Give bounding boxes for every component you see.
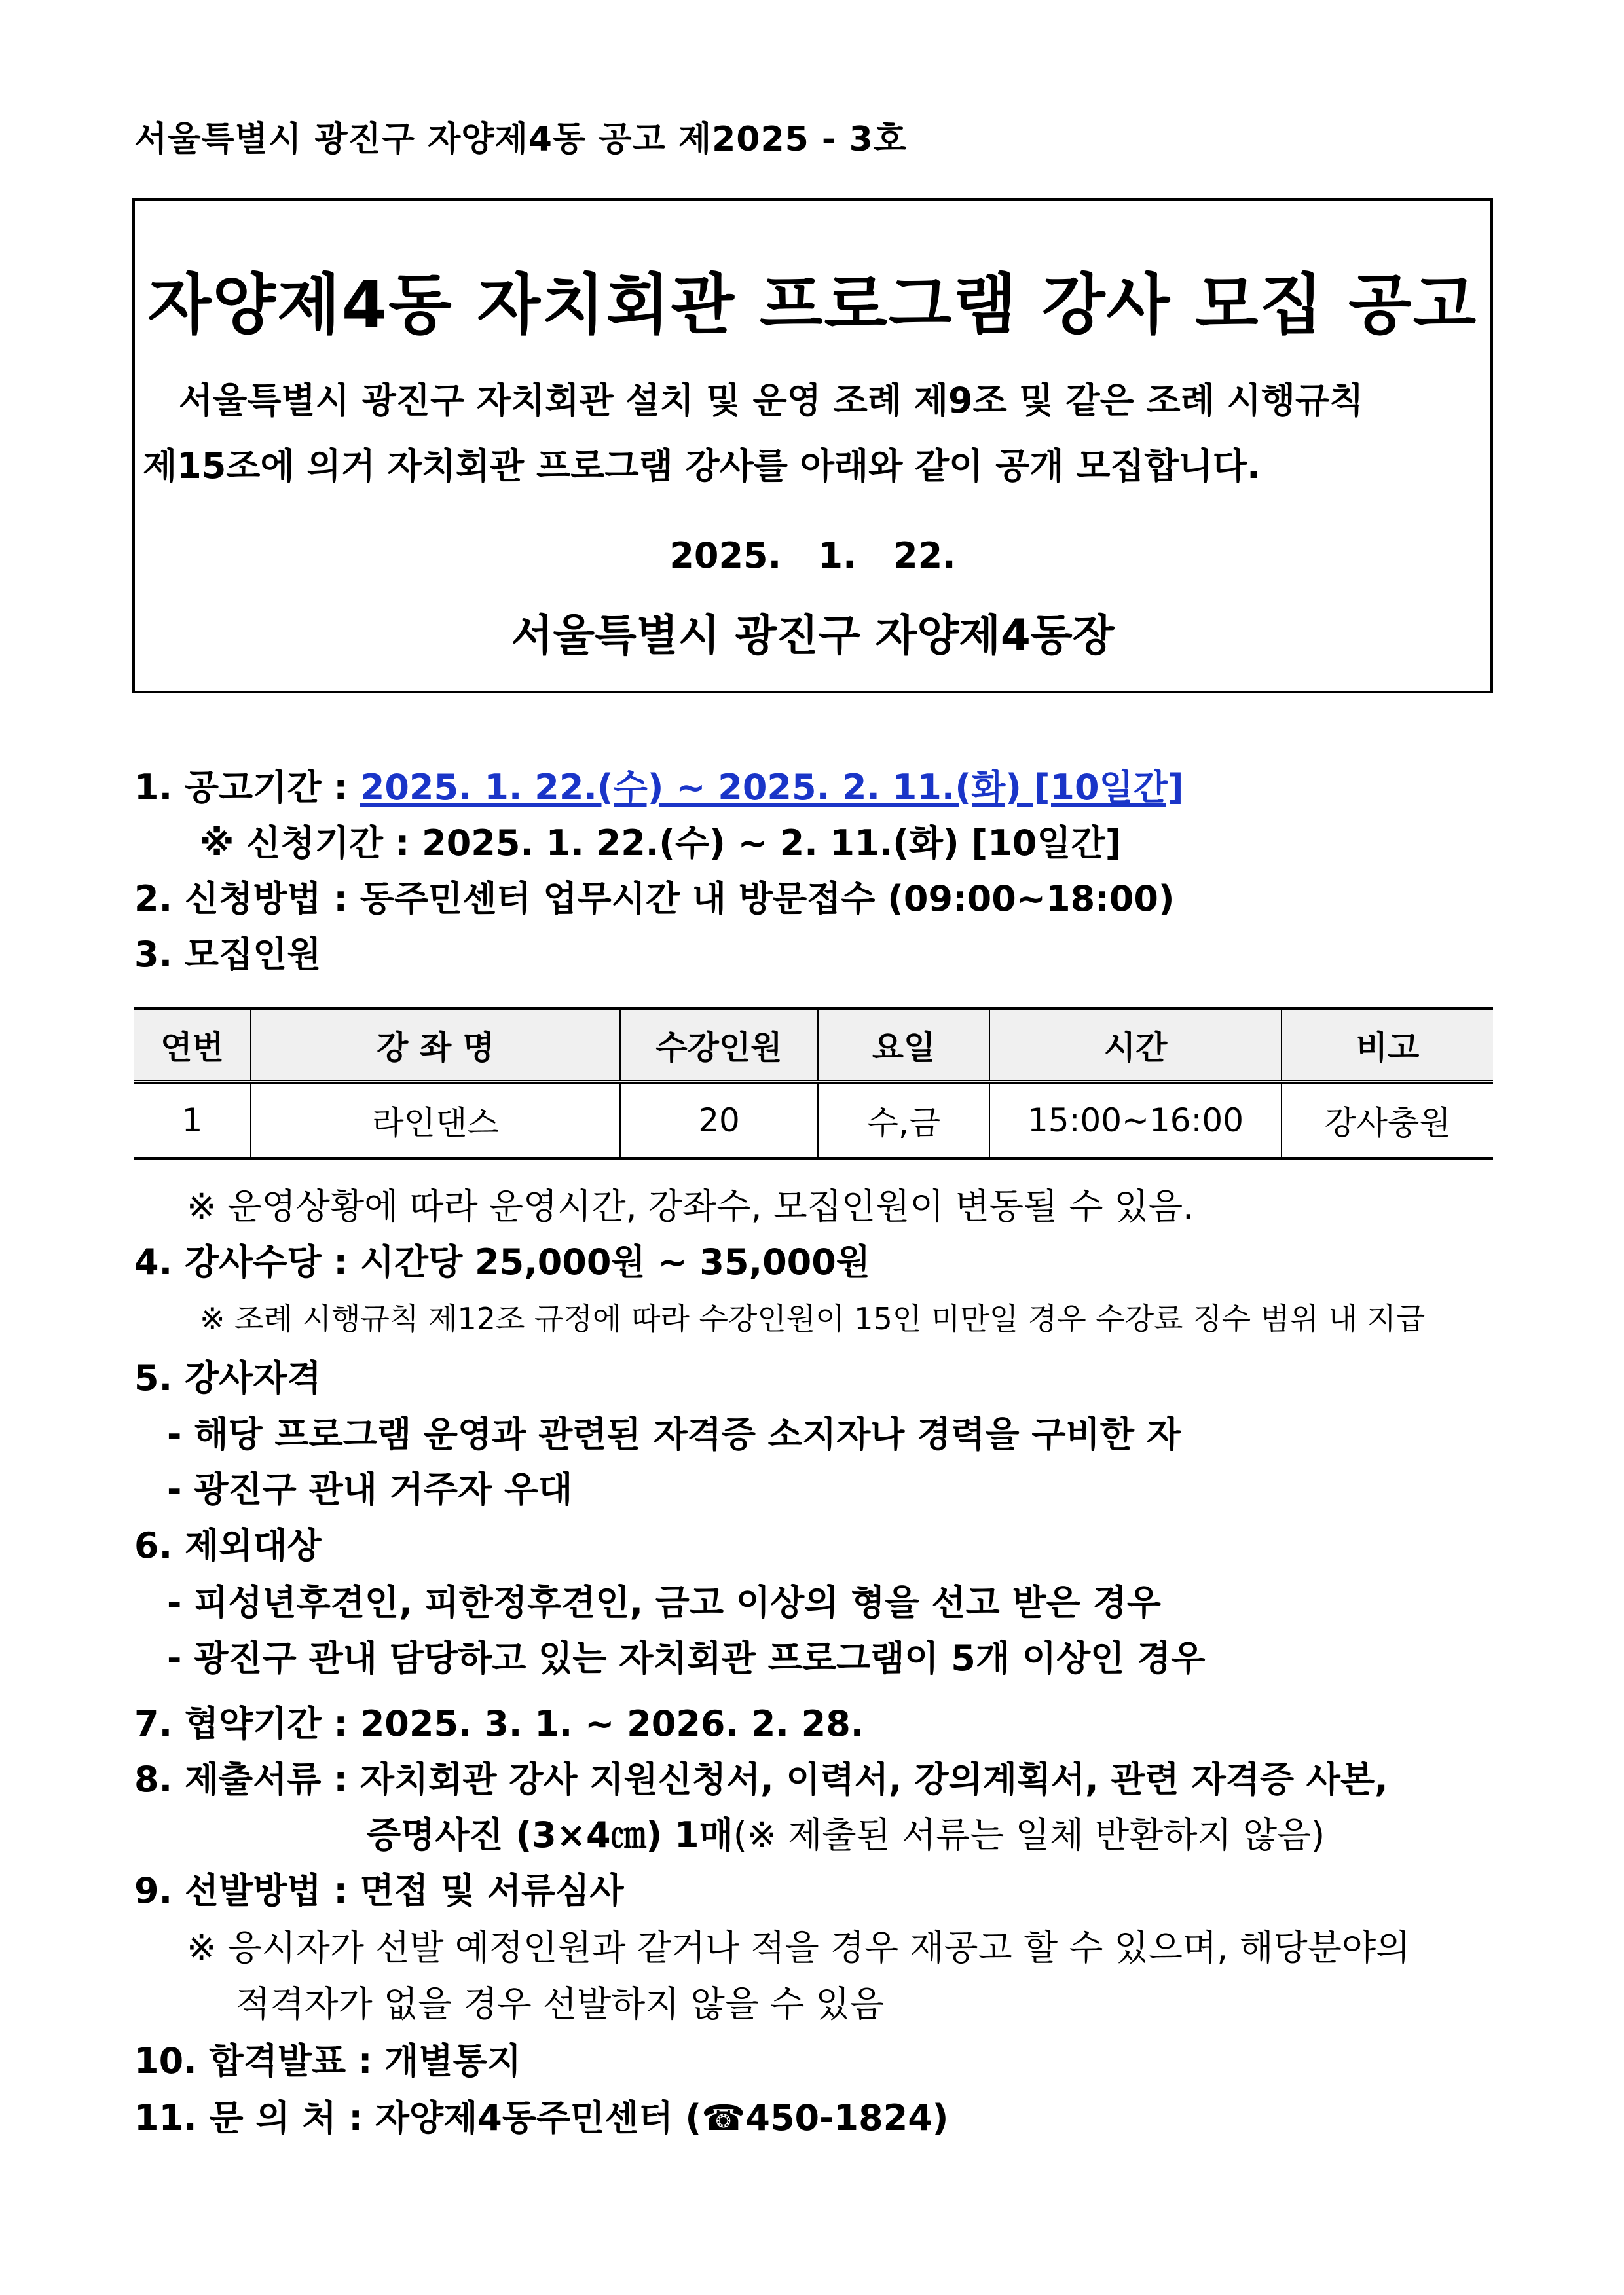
notice-body: [143, 368, 1483, 499]
documents-note: (※ 제출된 서류는 일체 반환하지 않음): [733, 1814, 1325, 1856]
section-instructor-fee: 4. 강사수당 : 시간당 25,000원 ~ 35,000원: [134, 1241, 870, 1283]
recruitment-note: ※ 운영상황에 따라 운영시간, 강좌수, 모집인원이 변동될 수 있음.: [187, 1186, 1194, 1227]
section-contract-period: 7. 협약기간 : 2025. 3. 1. ~ 2026. 2. 28.: [134, 1703, 864, 1744]
section-documents: 8. 제출서류 : 자치회관 강사 지원신청서, 이력서, 강의계획서, 관련 자격증 사본,: [134, 1759, 1388, 1800]
section-exclusions: 6. 제외대상: [134, 1525, 322, 1566]
section-application-method: 2. 신청방법 : 동주민센터 업무시간 내 방문접수 (09:00~18:00): [134, 878, 1175, 919]
section-announcement-result: 10. 합격발표 : 개별통지: [134, 2040, 521, 2082]
cell-time: 15:00~16:00: [989, 1082, 1282, 1158]
course-table: [134, 1007, 1493, 1160]
col-header-day: 요일: [818, 1009, 989, 1082]
application-period-note: ※ 신청기간 : 2025. 1. 22.(수) ~ 2. 11.(화) [10일간]: [200, 822, 1122, 864]
notice-issuer: 서울특별시 광진구 자양제4동장: [511, 610, 1115, 661]
cell-day: 수,금: [818, 1082, 989, 1158]
fee-note: ※ 조례 시행규칙 제12조 규정에 따라 수강인원이 15인 미만일 경우 수강료 징수 범위 내 지급: [200, 1301, 1426, 1336]
notice-body-line-1: 서울특별시 광진구 자치회관 설치 및 운영 조례 제9조 및 같은 조례 시행규칙: [179, 380, 1364, 421]
col-header-number: 연번: [134, 1009, 251, 1082]
period-label: 1. 공고기간 :: [134, 767, 360, 808]
exclusion-item-2: - 광진구 관내 담당하고 있는 자치회관 프로그램이 5개 이상인 경우: [167, 1638, 1206, 1679]
exclusion-item-1: - 피성년후견인, 피한정후견인, 금고 이상의 형을 선고 받은 경우: [167, 1582, 1161, 1623]
section-recruitment: 3. 모집인원: [134, 934, 322, 975]
section-selection-method: 9. 선발방법 : 면접 및 서류심사: [134, 1870, 624, 1911]
qualification-item-1: - 해당 프로그램 운영과 관련된 자격증 소지자나 경력을 구비한 자: [167, 1414, 1181, 1455]
notice-box: [132, 198, 1493, 693]
selection-note-1: ※ 응시자가 선발 예정인원과 같거나 적을 경우 재공고 할 수 있으며, 해당분야의: [187, 1927, 1411, 1968]
cell-remarks: 강사충원: [1282, 1082, 1493, 1158]
table-header-row: [134, 1009, 1493, 1082]
notice-body-line-2: 제15조에 의거 자치회관 프로그램 강사를 아래와 같이 공개 모집합니다.: [143, 445, 1261, 487]
section-contact: 11. 문 의 처 : 자양제4동주민센터 (☎450-1824): [134, 2097, 949, 2139]
qualification-item-2: - 광진구 관내 거주자 우대: [167, 1469, 573, 1510]
documents-photo: 증명사진 (3×4㎝) 1매: [367, 1814, 733, 1856]
document-number: 서울특별시 광진구 자양제4동 공고 제2025 - 3호: [134, 120, 908, 159]
col-header-capacity: 수강인원: [620, 1009, 818, 1082]
period-value: 2025. 1. 22.(수) ~ 2025. 2. 11.(화) [10일간]: [360, 767, 1184, 808]
section-qualifications: 5. 강사자격: [134, 1357, 322, 1399]
selection-note-2: 적격자가 없을 경우 선발하지 않을 수 있음: [236, 1983, 884, 2025]
col-header-time: 시간: [989, 1009, 1282, 1082]
notice-date: 2025. 1. 22.: [669, 535, 956, 576]
cell-capacity: 20: [620, 1082, 818, 1158]
documents-line-2: [367, 1807, 1325, 1858]
cell-course-name: 라인댄스: [251, 1082, 620, 1158]
col-header-remarks: 비고: [1282, 1009, 1493, 1082]
col-header-course-name: 강 좌 명: [251, 1009, 620, 1082]
cell-number: 1: [134, 1082, 251, 1158]
notice-title: 자양제4동 자치회관 프로그램 강사 모집 공고: [147, 266, 1478, 343]
section-announcement-period: [134, 760, 1184, 810]
table-row: [134, 1082, 1493, 1158]
